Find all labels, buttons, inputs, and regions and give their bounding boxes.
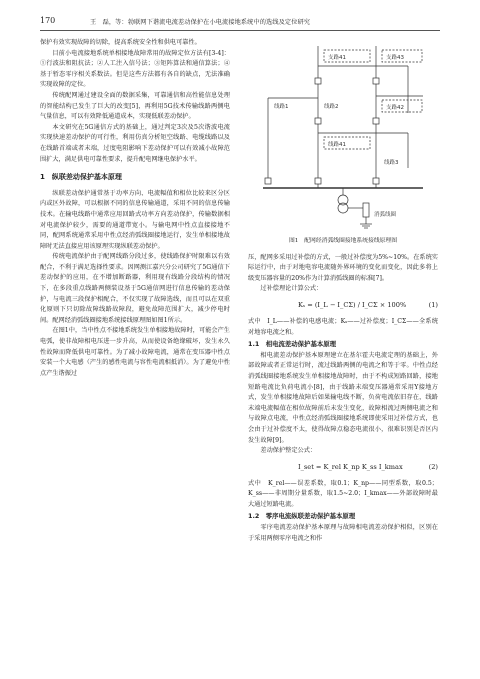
equation-1 — [248, 297, 438, 315]
paragraph: 在图1中，当中性点不接地系统发生单相接地故障时，可能会产生电弧，使非故障相电压进一步升高，从而使设备绝缘破坏，发生永久性故障而降低供电可靠性。为了减小故障电流，通常在变压器中性点安装一个大电感（产生的感性电流与容性电流相抵消）。为了避免中性点产生谐振过 — [40, 327, 230, 377]
paragraph: 保护有效实现故障的切除，提高系统安全性和供电可靠性。 — [40, 39, 201, 46]
breaker-icon — [265, 178, 271, 184]
transformer-icon — [338, 203, 348, 213]
paragraph: 目前小电流接地系统单相接地故障常用的故障定位方法有[3-4]：①行波法和阻抗法；②人工注入信号法；③矩阵算法和通信算法；④基于暂态零序相关系数法。但是这些方法都有各自的缺点，无法准确实现故障的定位。 — [40, 49, 230, 89]
figure-1 — [248, 38, 438, 234]
paragraph: 零序电流差动保护基本原理与故障相电流差动保护相似，区别在于采用两侧零序电流之和作 — [248, 524, 438, 542]
page-number: 170 — [40, 16, 56, 25]
label-busline: 线路41 — [328, 142, 346, 148]
breaker-icon — [315, 178, 321, 184]
equation-number: (1) — [428, 300, 438, 309]
label-line42: 支路42 — [386, 105, 404, 111]
equation-2 — [248, 459, 438, 477]
paragraph: 传统电流保护由于配网线路分段过多，使线路保护时限难以有效配合，不利于满足选择性要求。因网测江嘉兴分公司研究了5G通信下差动保护的应用，在不增加断路器，利用现有线路分段结构的情况下，在多段重点线路两侧装设基于5G通信网进行信息传输的差动保护，与电流三段保护相配合，不仅实现了故障选线，而且可以在双重化原则下只切除故障线路故障段，避免故障范围扩大，减少停电时间。配网经消弧线圈接地系统接线原理图如图1所示。 — [40, 253, 230, 324]
label-xl1: 线路1 — [274, 104, 289, 110]
left-column — [40, 38, 230, 379]
subsection-heading: 1.2 零序电流纵联差动保护基本原理 — [248, 512, 356, 521]
section-heading: 1 纵联差动保护基本原理 — [40, 173, 122, 182]
right-column — [248, 38, 438, 544]
equation-number: (2) — [428, 462, 438, 471]
equation-legend: 式中 I_L——补偿的电感电流；Kₛ——过补偿度；I_CΣ——全系统对地容电流之和。 — [248, 317, 438, 336]
circuit-diagram — [248, 38, 438, 234]
subsection-heading: 1.1 相电流差动保护基本原理 — [248, 340, 337, 349]
equation-legend: 式中 K_rel——误差系数，取0.1；K_np——同型系数，取0.5；K_ss——非周期分量系数，取1.5~2.0；I_kmax——外部故障时最大通过短路电流。 — [248, 479, 438, 508]
breaker-icon — [315, 78, 321, 84]
equation-body: I_set = K_rel K_np K_ss I_kmax — [298, 462, 403, 471]
label-xl2: 线路2 — [324, 104, 339, 110]
breaker-icon — [315, 118, 321, 124]
breaker-icon — [373, 78, 379, 84]
paragraph: 压，配网多采用过补偿的方式，一般过补偿度为5%~10%。在系统实际运行中，由于对地电容电流随外界环境的变化而变化，因此多将上级变压器容量的20%作为计算消弧线圈的标准[7]。 — [248, 253, 438, 282]
transformer-icon — [338, 195, 348, 205]
running-title: 王 磊，等：勃联网下谐流电流差动保护在小电流接地系统中的选线及定位研究 — [90, 19, 311, 26]
paragraph: 过补偿理论计算公式： — [260, 285, 323, 293]
label-xl3: 线路3 — [384, 160, 399, 166]
paragraph: 相电流差动保护基本原理建立在基尔霍夫电流定理的基础上，外部故障或者正常运行时，流过线路两侧的电流之和等于零。中性点经消弧线圈接地系统发生单相接地故障时，由于不构成短路回路，接地短路电流比负荷电流小[8]，由于线路末端变压器通常采用Y接地方式，发生单相接地故障后如果输电线不断，负荷电流依旧存在，线路末端电流幅值在相位故障前后未发生变化，故障相流过两侧电流之和与故障点电流，中性点经消弧线圈接地系统即使采用过补偿方式，也会由于过补偿度不太，使得故障点稳态电流很小，很难识别是否区内发生故障[9]。 — [248, 351, 438, 444]
label-coil: 消弧线圈 — [374, 212, 397, 218]
figure-caption: 图1 配网经消弧线圈接地系统接线原理图 — [288, 238, 398, 244]
paragraph: 差动保护整定公式： — [260, 447, 317, 455]
paragraph: 本文研究在5G通信方式的基础上，通过判定3次及5次谐波电流实现快速差动保护的可行性，利用仿真分析矩空线路、电缆线路以及在线路首端或者末端，过度电阻影响下差动保护可以有效减小故障范围扩大，满足供电可靠性要求，提升配电网继电保护水平。 — [40, 123, 230, 163]
breaker-icon — [373, 118, 379, 124]
label-line41: 支路41 — [328, 55, 346, 61]
label-line43: 支路43 — [386, 55, 404, 61]
coil-icon — [363, 203, 369, 217]
equation-body: Kₛ = (I_L − I_CΣ) / I_CΣ × 100% — [298, 300, 407, 309]
paragraph: 纵联差动保护通常基于功率方向、电流幅值和相位比较来区分区内或区外故障，可以根据不同的信息传输通道，采用不同的信息传输技术。在输电线路中通常应用回路式功率方向差动保护，传输数据相对电流保护较少，需要的通道带宽小。与输电网中性点直接接地不同，配网系统通常采用中性点经消弧线圈接地运行，发生单相接地故障时无法直接应用该原理实现纵联差动保护。 — [40, 189, 230, 250]
breaker-icon — [373, 178, 379, 184]
page-header — [40, 14, 440, 31]
paragraph: 传统配网通过建设全面的数据采集，可靠通信和高性能信息处理的智能结构已发生了巨大的改变[5]，再利用5G技术传输线路两侧电气量信息，可以有效降低通道成本，实现低联差动保护。 — [40, 91, 230, 121]
